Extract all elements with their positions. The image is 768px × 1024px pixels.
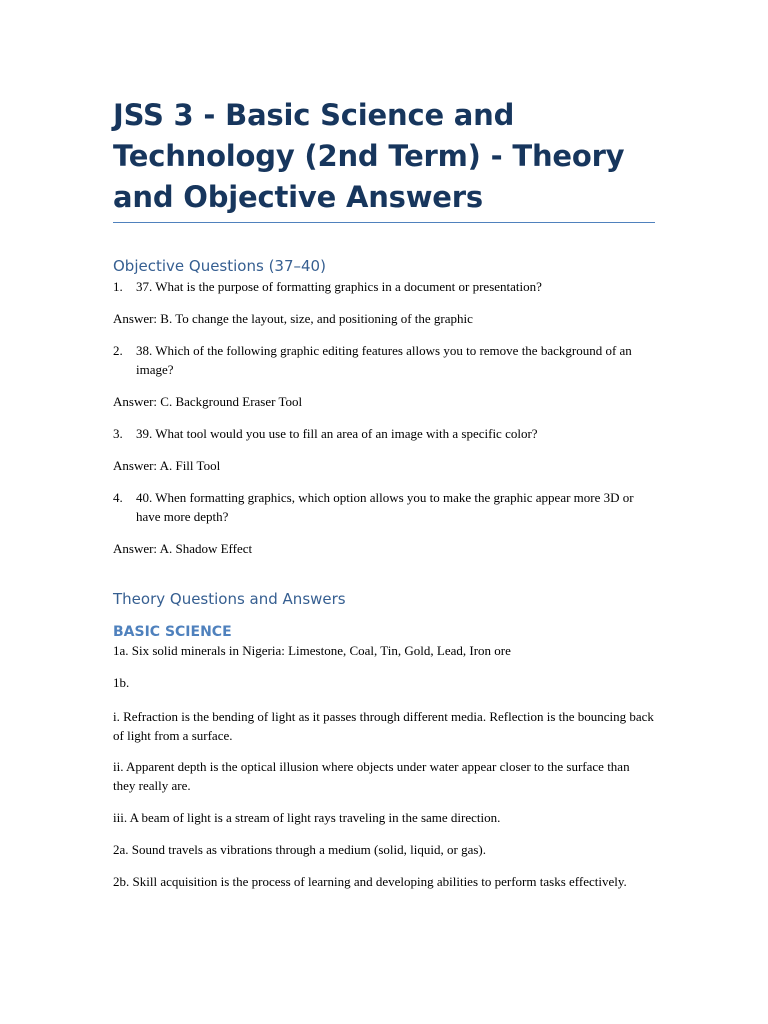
question-text: 37. What is the purpose of formatting graphics in a document or presentation?: [136, 279, 542, 294]
theory-heading: Theory Questions and Answers: [113, 590, 346, 608]
paragraph: i. Refraction is the bending of light as it passes through different media. Reflection is the bouncing back of light from a surface.: [113, 709, 654, 743]
list-number: 1.: [113, 279, 123, 294]
title-divider: [113, 222, 655, 223]
paragraph: ii. Apparent depth is the optical illusion where objects under water appear closer to the surface than they really are.: [113, 759, 630, 793]
paragraph: 1b.: [113, 675, 130, 690]
list-item: [113, 341, 655, 379]
basic-science-subheading: BASIC SCIENCE: [113, 624, 232, 640]
list-number: 4.: [113, 490, 123, 505]
answer-text: Answer: B. To change the layout, size, and positioning of the graphic: [113, 311, 473, 326]
list-item: [113, 277, 655, 296]
paragraph: 2a. Sound travels as vibrations through a medium (solid, liquid, or gas).: [113, 842, 486, 857]
paragraph: 2b. Skill acquisition is the process of learning and developing abilities to perform tasks effectively.: [113, 874, 627, 889]
question-text: 38. Which of the following graphic editing features allows you to remove the background of an image?: [136, 343, 632, 377]
answer-text: Answer: A. Shadow Effect: [113, 541, 253, 556]
document-title: JSS 3 - Basic Science and Technology (2nd Term) - Theory and Objective Answers: [113, 98, 625, 214]
question-text: 40. When formatting graphics, which option allows you to make the graphic appear more 3D or have more depth?: [136, 490, 634, 524]
question-text: 39. What tool would you use to fill an area of an image with a specific color?: [136, 426, 538, 441]
answer-text: Answer: C. Background Eraser Tool: [113, 394, 303, 409]
objective-heading: Objective Questions (37–40): [113, 257, 326, 275]
paragraph: iii. A beam of light is a stream of light rays traveling in the same direction.: [113, 810, 501, 825]
list-number: 2.: [113, 343, 123, 358]
paragraph: 1a. Six solid minerals in Nigeria: Limestone, Coal, Tin, Gold, Lead, Iron ore: [113, 643, 511, 658]
answer-text: Answer: A. Fill Tool: [113, 458, 221, 473]
list-item: [113, 424, 655, 443]
list-item: [113, 488, 655, 526]
list-number: 3.: [113, 426, 123, 441]
